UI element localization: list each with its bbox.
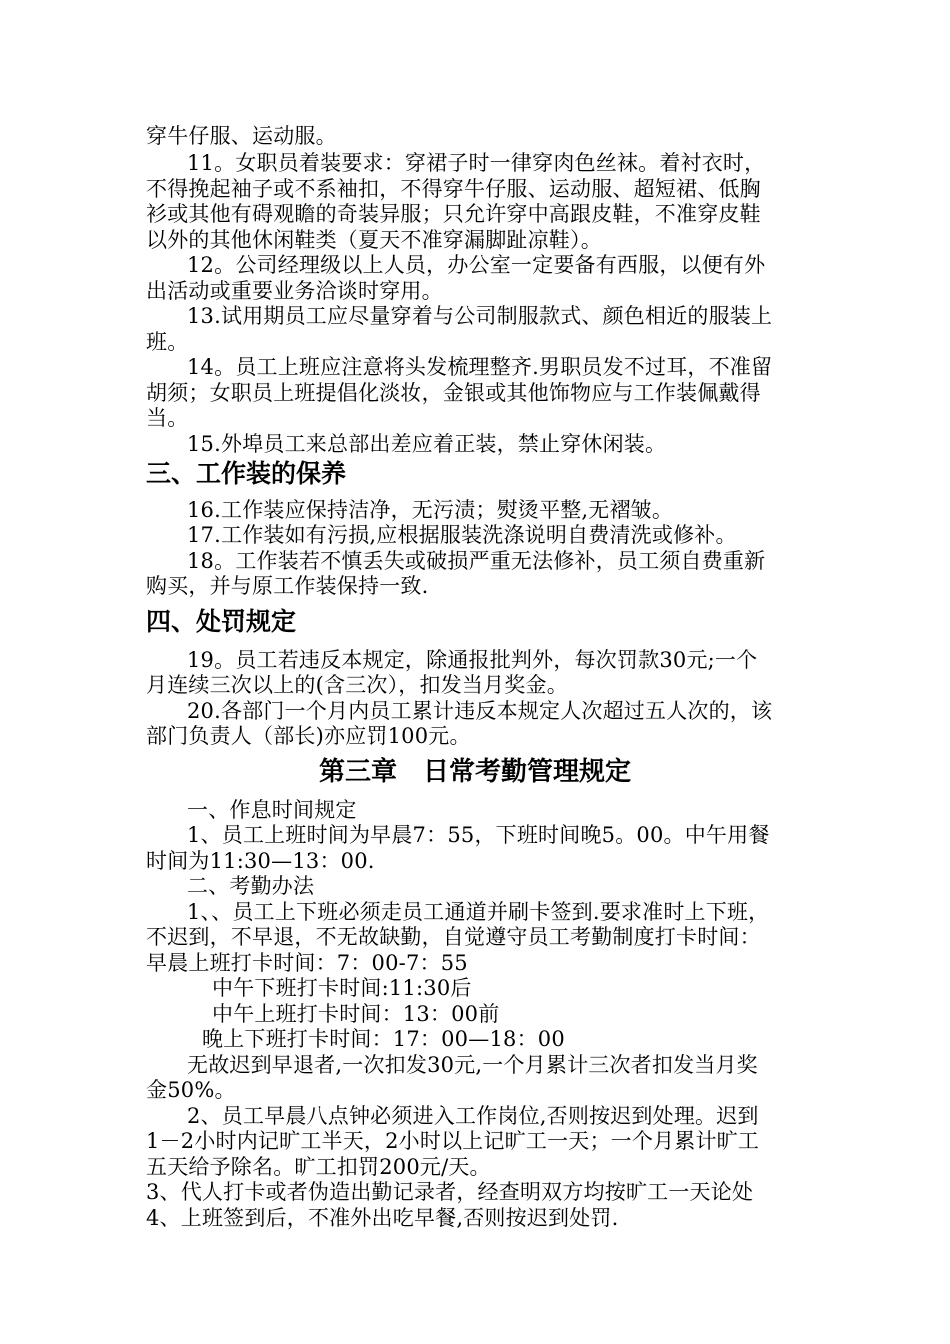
text-line: 五天给予除名。旷工扣罚200元/天。 xyxy=(146,1155,491,1179)
text-line: 一、作息时间规定 xyxy=(187,798,357,822)
text-line: 二、考勤办法 xyxy=(187,874,315,898)
text-line: 15.外埠员工来总部出差应着正装，禁止穿休闲装。 xyxy=(187,432,667,456)
chapter-title: 第三章 日常考勤管理规定 xyxy=(318,757,631,787)
text-line: 16.工作装应保持洁净，无污渍；熨烫平整,无褶皱。 xyxy=(187,498,674,522)
text-line: 早晨上班打卡时间：7：00-7：55 xyxy=(146,951,468,975)
text-line: 晚上下班打卡时间：17：00—18：00 xyxy=(202,1027,565,1051)
text-line: 18。工作装若不慎丢失或破损严重无法修补，员工须自费重新 xyxy=(187,549,766,573)
text-line: 17.工作装如有污损,应根据服装洗涤说明自费清洗或修补。 xyxy=(187,523,737,547)
text-line: 出活动或重要业务洽谈时穿用。 xyxy=(146,279,443,303)
text-line: 12。公司经理级以上人员，办公室一定要备有西服，以便有外 xyxy=(187,253,766,277)
text-line: 中午下班打卡时间:11:30后 xyxy=(212,976,472,1000)
text-line: 不迟到，不早退，不无故缺勤，自觉遵守员工考勤制度打卡时间： xyxy=(146,925,761,949)
text-line: 穿牛仔服、运动服。 xyxy=(146,124,337,148)
text-line: 中午上班打卡时间：13：00前 xyxy=(212,1002,500,1026)
text-line: 13.试用期员工应尽量穿着与公司制服款式、颜色相近的服装上 xyxy=(187,304,773,328)
text-line: 19。员工若违反本规定，除通报批判外，每次罚款30元;一个 xyxy=(187,648,758,672)
text-line: 月连续三次以上的(含三次），扣发当月奖金。 xyxy=(146,673,568,697)
section-heading: 四、处罚规定 xyxy=(146,607,297,636)
text-line: 金50%。 xyxy=(146,1078,236,1102)
text-line: 4、上班签到后，不准外出吃早餐,否则按迟到处罚. xyxy=(146,1206,619,1230)
text-line: 1、员工上班时间为早晨7：55，下班时间晚5。00。中午用餐 xyxy=(187,823,770,847)
text-line: 班。 xyxy=(146,330,189,354)
text-line: 当。 xyxy=(146,406,189,430)
section-heading: 三、工作装的保养 xyxy=(146,459,347,488)
text-line: 11。女职员着装要求：穿裙子时一律穿肉色丝袜。着衬衣时， xyxy=(187,151,766,175)
text-line: 20.各部门一个月内员工累计违反本规定人次超过五人次的，该 xyxy=(187,699,773,723)
text-line: 不得挽起袖子或不系袖扣，不得穿牛仔服、运动服、超短裙、低胸 xyxy=(146,177,761,201)
text-line: 2、员工早晨八点钟必须进入工作岗位,否则按迟到处理。迟到 xyxy=(187,1104,759,1128)
text-line: 3、代人打卡或者伪造出勤记录者，经查明双方均按旷工一天论处 xyxy=(146,1180,754,1204)
text-line: 以外的其他休闲鞋类（夏天不准穿漏脚趾凉鞋）。 xyxy=(146,228,602,252)
text-line: 衫或其他有碍观瞻的奇装异服；只允许穿中高跟皮鞋，不准穿皮鞋 xyxy=(146,202,761,226)
text-line: 部门负责人（部长)亦应罚100元。 xyxy=(146,724,471,748)
text-line: 无故迟到早退者,一次扣发30元,一个月累计三次者扣发当月奖 xyxy=(187,1053,758,1077)
text-line: 胡须；女职员上班提倡化淡妆，金银或其他饰物应与工作装佩戴得 xyxy=(146,381,761,405)
text-line: 购买，并与原工作装保持一致. xyxy=(146,574,429,598)
text-line: 时间为11:30—13：00. xyxy=(146,849,375,873)
text-line: 1、、员工上下班必须走员工通道并刷卡签到.要求准时上下班， xyxy=(187,900,770,924)
text-line: 14。员工上班应注意将头发梳理整齐.男职员发不过耳，不准留 xyxy=(187,355,773,379)
text-line: 1－2小时内记旷工半天，2小时以上记旷工一天；一个月累计旷工 xyxy=(146,1129,760,1153)
